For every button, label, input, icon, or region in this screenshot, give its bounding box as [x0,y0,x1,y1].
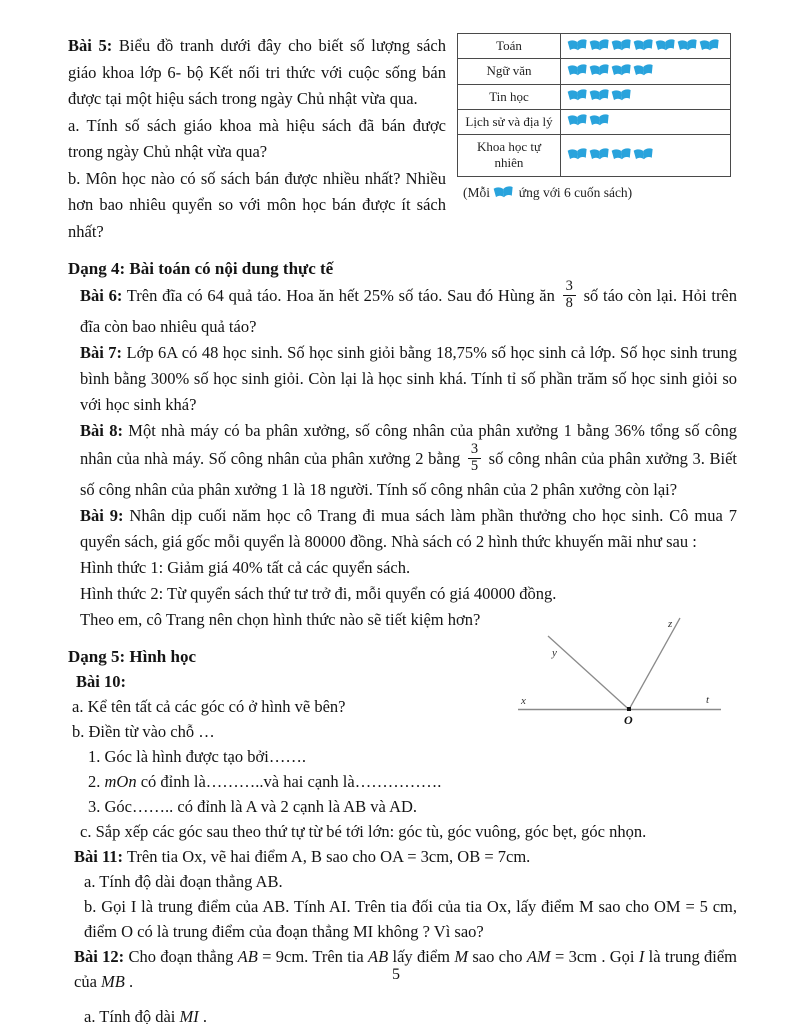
section-heading-dang4: Dạng 4: Bài toán có nội dung thực tế [68,259,334,278]
open-book-icon [493,184,515,200]
open-book-icon [610,62,632,78]
problem-8: Bài 8: Một nhà máy có ba phân xưởng, số công nhân của phân xưởng 1 bằng 36% tổng số công nhân của nhà máy. Số công nhân của phân xưởng 2 bằng $\frac{3}{5}$ số công nhân của phân xưởng 3. Biết số công nhân của phân xưởng 1 là 18 người. Tính số công nhân của 2 phân xưởng còn lại? [80,420,737,499]
table-row [458,84,731,109]
problem-8-label: Bài 8: [80,420,123,440]
subject-label: Khoa học tự nhiên [458,135,561,177]
point-O [627,707,631,711]
table-row [458,34,731,59]
open-book-icon [610,87,632,103]
subject-label: Ngữ văn [458,59,561,84]
problem-7-label: Bài 7: [80,342,123,362]
pictograph-caption: (Mỗi ứng với 6 cuốn sách) [463,184,633,200]
open-book-icon [588,112,610,128]
problem-12-part-a: a. Tính độ dài MI . [84,1006,207,1024]
section-heading-dang5: Dạng 5: Hình học [68,646,196,666]
open-book-icon [632,37,654,53]
problem-9-label: Bài 9: [80,505,124,525]
subject-label: Lịch sử và địa lý [458,109,561,134]
problem-6-label: Bài 6: [80,286,123,306]
label-x: x [521,695,526,707]
problem-11-part-b: b. Gọi I là trung điểm của AB. Tính AI. Trên tia đối của tia Ox, lấy điểm M sao cho OM = 5 cm, điểm O có là trung điểm của đoạn thẳng MI không ? Vì sao? [84,896,737,941]
subject-label: Toán [458,34,561,59]
table-row [458,135,731,177]
fraction-3-5: $\frac{3}{5}$ [468,442,481,475]
open-book-icon [698,37,720,53]
book-icons-cell [561,84,731,109]
page-number: 5 [392,966,400,983]
book-icons-cell [561,135,731,177]
label-y: y [552,647,557,659]
book-icons-cell [561,34,731,59]
subject-label: Tin học [458,84,561,109]
problem-9-option-2: Hình thức 2: Từ quyển sách thứ tư trở đi, mỗi quyển có giá 40000 đồng. [80,583,557,603]
problem-10-item-1: 1. Góc là hình được tạo bởi……. [88,746,306,766]
problem-6: Bài 6: Trên đĩa có 64 quả táo. Hoa ăn hết 25% số táo. Sau đó Hùng ăn $\frac{3}{8}$ số táo còn lại. Hỏi trên đĩa còn bao nhiêu quả táo? [80,278,738,336]
open-book-icon [566,37,588,53]
problem-5-intro: Bài 5: Biểu đồ tranh dưới đây cho biết số lượng sách giáo khoa lớp 6- bộ Kết nối tri thức với cuộc sống bán được tại một hiệu sách trong ngày Chủ nhật vừa qua. [68,36,446,108]
problem-11-label: Bài 11: [74,846,124,866]
problem-9-intro: Bài 9: Nhân dịp cuối năm học cô Trang đi mua sách làm phần thưởng cho học sinh. Cô mua 7 quyển sách, giá gốc mỗi quyển là 80000 đồng. Nhà sách có 2 hình thức khuyến mãi như sau : [80,505,737,551]
open-book-icon [588,146,610,162]
angle-diagram [486,596,786,741]
book-icons-cell [561,59,731,84]
open-book-icon [588,87,610,103]
problem-10-part-c: c. Sắp xếp các góc sau theo thứ tự từ bé tới lớn: góc tù, góc vuông, góc bẹt, góc nhọn. [80,821,647,841]
problem-11-part-a: a. Tính độ dài đoạn thẳng AB. [84,871,283,891]
problem-9-option-1: Hình thức 1: Giảm giá 40% tất cả các quyển sách. [80,557,411,577]
ray-Oy [548,636,629,710]
open-book-icon [676,37,698,53]
problem-5-label: Bài 5: [68,36,113,55]
pictograph-table [457,33,731,177]
open-book-icon [632,146,654,162]
problem-9-question: Theo em, cô Trang nên chọn hình thức nào sẽ tiết kiệm hơn? [80,609,481,629]
problem-10-label: Bài 10: [76,671,126,691]
ray-Oz [629,618,680,710]
table-row [458,109,731,134]
table-row [458,59,731,84]
open-book-icon [610,146,632,162]
problem-12-intro: Bài 12: Cho đoạn thẳng AB = 9cm. Trên tia AB lấy điểm M sao cho AM = 3cm . Gọi I là trung điểm của MB . [74,946,738,991]
open-book-icon [566,112,588,128]
problem-5-part-a: a. Tính số sách giáo khoa mà hiệu sách đã bán được trong ngày Chủ nhật vừa qua? [68,115,446,161]
problem-10-item-2: 2. mOn có đỉnh là………..và hai cạnh là……………. [88,771,442,791]
open-book-icon [566,146,588,162]
geometry-figure [486,596,786,741]
problem-5-section [68,33,737,245]
pictograph-chart [457,33,731,201]
problem-5-text [68,33,446,245]
label-O: O [624,713,633,727]
open-book-icon [632,62,654,78]
problem-10-part-a: a. Kể tên tất cả các góc có ở hình vẽ bên? [72,696,346,716]
book-icons-cell [561,109,731,134]
problem-5-part-b: b. Môn học nào có số sách bán được nhiều nhất? Nhiều hơn bao nhiêu quyển so với môn học bán được ít sách nhất? [68,168,446,241]
label-z: z [668,618,673,630]
problem-10-part-b: b. Điền từ vào chỗ … [72,721,215,741]
problem-10-item-3: 3. Góc…….. có đỉnh là A và 2 cạnh là AB và AD. [88,796,418,816]
open-book-icon [588,37,610,53]
problem-11-intro: Bài 11: Trên tia Ox, vẽ hai điểm A, B sao cho OA = 3cm, OB = 7cm. [74,846,531,866]
open-book-icon [566,87,588,103]
problem-7: Bài 7: Lớp 6A có 48 học sinh. Số học sinh giỏi bằng 18,75% số học sinh cả lớp. Số học sinh trung bình bằng 300% số học sinh giỏi. Còn lại là học sinh khá. Tính tỉ số phần trăm số học sinh giỏi so với học sinh khá? [80,342,737,414]
open-book-icon [610,37,632,53]
open-book-icon [566,62,588,78]
fraction-3-8: $\frac{3}{8}$ [563,279,576,312]
open-book-icon [654,37,676,53]
problem-12-label: Bài 12: [74,946,125,966]
pictograph-table-body [458,34,731,177]
label-t: t [706,694,710,706]
open-book-icon [588,62,610,78]
